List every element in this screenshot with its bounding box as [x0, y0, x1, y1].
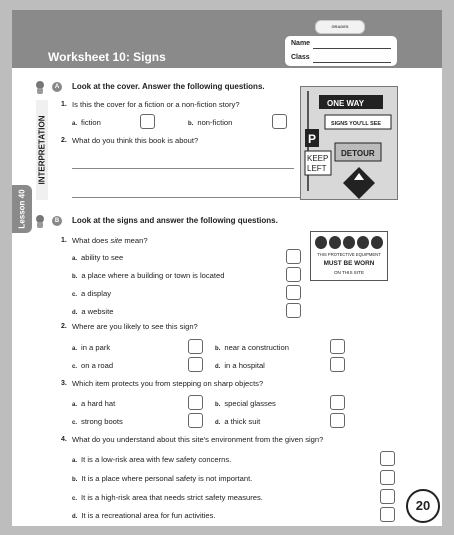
ppe-sign-line1: THIS PROTECTIVE EQUIPMENT	[317, 252, 381, 257]
option: d. a thick suit	[215, 417, 261, 426]
question-text: What does site mean?	[72, 236, 148, 245]
option: a. It is a low-risk area with few safety concerns.	[72, 455, 232, 464]
boots-icon	[343, 236, 355, 249]
option: b. It is a place where personal safety is not important.	[72, 474, 253, 483]
goggles-icon	[329, 236, 341, 249]
road-signs-illustration	[301, 87, 397, 199]
option-checkbox[interactable]	[330, 395, 345, 410]
option: c. It is a high-risk area that needs strict safety measures.	[72, 493, 263, 502]
sign-detour: DETOUR	[341, 149, 375, 158]
option: b. a place where a building or town is located	[72, 271, 225, 280]
question-text: Which item protects you from stepping on sharp objects?	[72, 379, 264, 388]
question-text: What do you think this book is about?	[72, 136, 199, 145]
option: d. a website	[72, 307, 114, 316]
section-b-heading: Look at the signs and answer the following questions.	[72, 216, 278, 225]
option-checkbox[interactable]	[286, 285, 301, 300]
section-label: INTERPRETATION	[37, 115, 47, 185]
gloves-icon	[357, 236, 369, 249]
option-checkbox[interactable]	[330, 357, 345, 372]
question-number: 2.	[61, 137, 67, 144]
option-checkbox[interactable]	[188, 357, 203, 372]
section-b-badge: B	[52, 216, 62, 226]
ppe-sign-image	[310, 231, 388, 281]
book-cover-image	[300, 86, 398, 200]
option-non-fiction: b. non-fiction	[188, 118, 233, 127]
brand-logo: GRADES	[315, 20, 365, 34]
option-checkbox[interactable]	[272, 114, 287, 129]
mascot-icon	[34, 214, 46, 228]
sign-left: LEFT	[307, 164, 327, 173]
option: b. special glasses	[215, 399, 276, 408]
option: a. ability to see	[72, 253, 124, 262]
question-text: Where are you likely to see this sign?	[72, 322, 198, 331]
option-fiction: a. fiction	[72, 118, 101, 127]
option: a. in a park	[72, 343, 111, 352]
option-checkbox[interactable]	[188, 395, 203, 410]
question-number: 3.	[61, 380, 67, 387]
name-class-box	[284, 35, 398, 67]
option-checkbox[interactable]	[330, 339, 345, 354]
option: c. on a road	[72, 361, 114, 370]
worksheet-title: Worksheet 10: Signs	[48, 50, 166, 64]
question-number: 4.	[61, 436, 67, 443]
answer-line[interactable]	[72, 168, 294, 169]
name-field[interactable]	[313, 48, 391, 49]
question-number: 1.	[61, 237, 67, 244]
option-checkbox[interactable]	[286, 249, 301, 264]
option-checkbox[interactable]	[380, 470, 395, 485]
sign-keep: KEEP	[307, 154, 329, 163]
option-checkbox[interactable]	[188, 339, 203, 354]
question-text: Is this the cover for a fiction or a non-fiction story?	[72, 100, 240, 109]
mascot-icon	[34, 80, 46, 94]
option-checkbox[interactable]	[380, 451, 395, 466]
option-checkbox[interactable]	[380, 507, 395, 522]
option-checkbox[interactable]	[286, 303, 301, 318]
section-a-heading: Look at the cover. Answer the following questions.	[72, 82, 265, 91]
class-label: Class	[291, 54, 310, 61]
option-checkbox[interactable]	[188, 413, 203, 428]
option-checkbox[interactable]	[330, 413, 345, 428]
sign-title: SIGNS YOU'LL SEE	[331, 121, 381, 127]
ppe-sign-line2: MUST BE WORN	[323, 260, 375, 267]
suit-icon	[371, 236, 383, 249]
sign-one-way: ONE WAY	[327, 99, 365, 108]
option-checkbox[interactable]	[140, 114, 155, 129]
option-checkbox[interactable]	[286, 267, 301, 282]
option: d. It is a recreational area for fun activities.	[72, 511, 216, 520]
option: d. in a hospital	[215, 361, 265, 370]
name-label: Name	[291, 40, 311, 47]
question-number: 1.	[61, 101, 67, 108]
option: b. near a construction	[215, 343, 289, 352]
question-text: What do you understand about this site's environment from the given sign?	[72, 435, 324, 444]
option: c. a display	[72, 289, 111, 298]
lesson-label: Lesson 40	[17, 189, 27, 229]
class-field[interactable]	[313, 62, 391, 63]
page-number: 20	[406, 489, 440, 523]
section-a-badge: A	[52, 82, 62, 92]
ppe-icons	[315, 236, 383, 250]
hard-hat-icon	[315, 236, 327, 249]
option-checkbox[interactable]	[380, 489, 395, 504]
ppe-sign-line3: ON THIS SITE	[333, 270, 365, 275]
sign-parking: P	[308, 132, 317, 146]
option: a. a hard hat	[72, 399, 116, 408]
question-number: 2.	[61, 323, 67, 330]
option: c. strong boots	[72, 417, 123, 426]
